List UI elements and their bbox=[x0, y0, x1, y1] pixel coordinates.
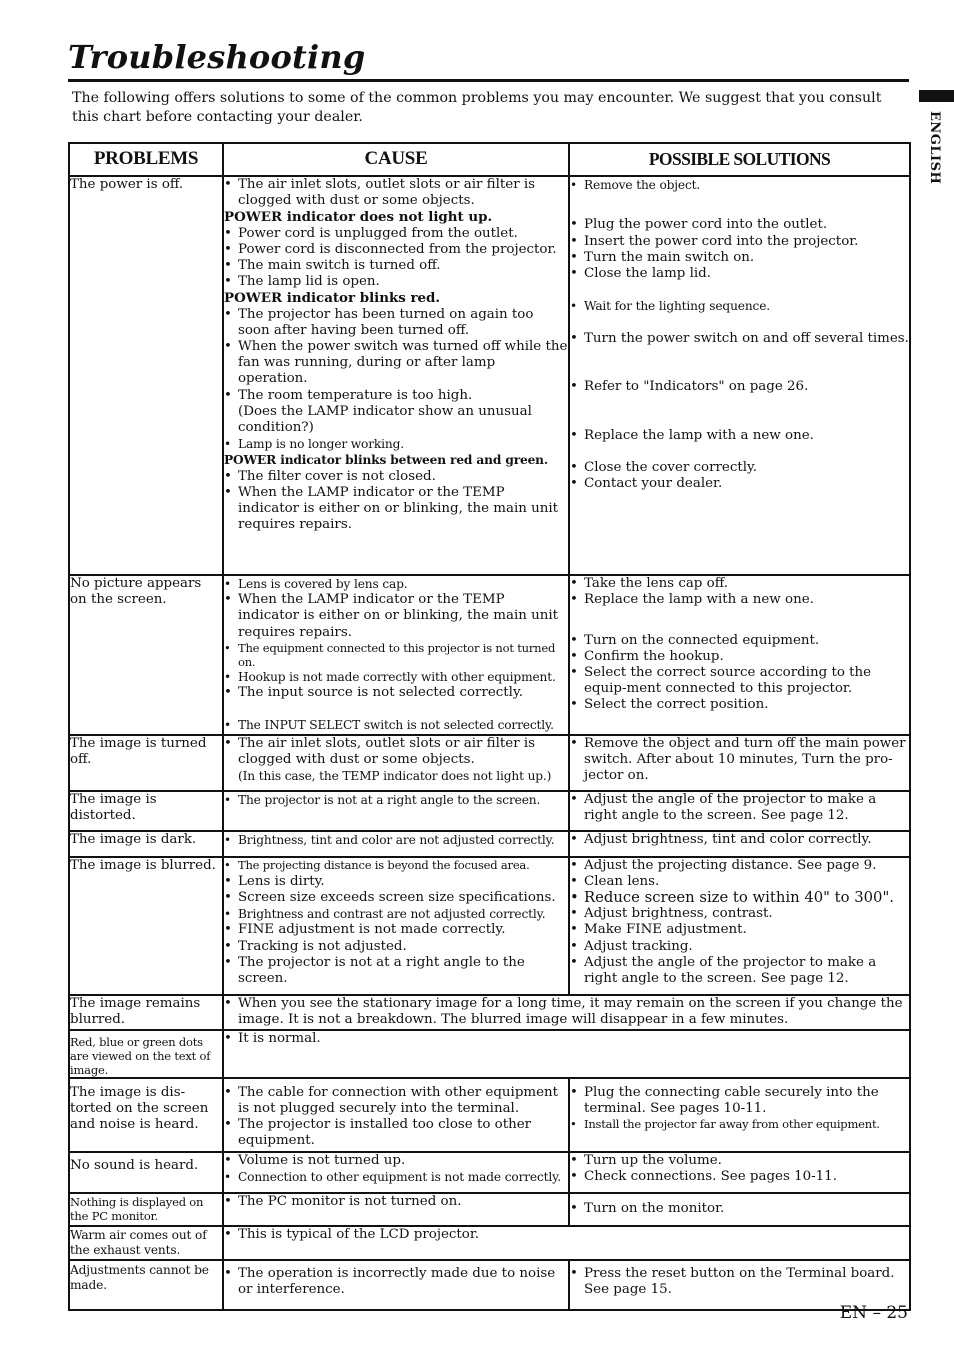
solution-item: • Remove the object and turn off the main power switch. After about 10 minutes, Turn the pro-jector on. bbox=[570, 736, 909, 785]
problem-cell bbox=[69, 1078, 223, 1152]
solution-item: • Select the correct source according to the equip-ment connected to this projector. bbox=[570, 665, 909, 697]
cause-item: • Power cord is unplugged from the outlet. bbox=[224, 226, 568, 242]
solution-item: • Adjust the angle of the projector to make a right angle to the screen. See page 12. bbox=[570, 792, 909, 824]
cause-item: • The air inlet slots, outlet slots or air filter is clogged with dust or some objects. bbox=[224, 736, 568, 768]
table-row bbox=[69, 857, 910, 995]
problem-text: The power is off. bbox=[70, 177, 184, 192]
table-row bbox=[69, 735, 910, 791]
cause-cell bbox=[223, 857, 569, 995]
page-title: Troubleshooting bbox=[68, 38, 366, 76]
cause-item: • Brightness, tint and color are not adjusted correctly. bbox=[224, 832, 568, 848]
solution-cell bbox=[569, 857, 910, 995]
problem-text: No picture appears on the screen. bbox=[70, 576, 202, 608]
cause-item: • When the LAMP indicator or the TEMP indicator is either on or blinking, the main unit requires repairs. bbox=[224, 485, 568, 534]
cause-cell bbox=[223, 1193, 569, 1226]
solution-item: • Clean lens. bbox=[570, 874, 909, 890]
cause-item: • The lamp lid is open. bbox=[224, 274, 568, 290]
solution-item: • Press the reset button on the Terminal board. See page 15. bbox=[570, 1266, 909, 1298]
solution-item: • Turn on the connected equipment. bbox=[570, 633, 909, 649]
solution-item: • Adjust tracking. bbox=[570, 939, 909, 955]
solution-cell bbox=[569, 831, 910, 857]
solution-cell bbox=[569, 1078, 910, 1152]
language-side-label: ENGLISH bbox=[927, 111, 942, 185]
cause-cell bbox=[223, 176, 569, 575]
problem-cell bbox=[69, 995, 223, 1030]
cause-item: • It is normal. bbox=[224, 1031, 909, 1047]
solution-cell bbox=[569, 176, 910, 575]
cause-item: • When you see the stationary image for a long time, it may remain on the screen if you change the image. It is not a breakdown. The blurred image will disappear in a few minutes. bbox=[224, 996, 909, 1028]
solution-item: • Wait for the lighting sequence. bbox=[570, 298, 909, 314]
header-problems: PROBLEMS bbox=[69, 143, 223, 176]
problem-cell bbox=[69, 791, 223, 831]
solution-cell bbox=[569, 791, 910, 831]
header-possible-solutions: POSSIBLE SOLUTIONS bbox=[569, 143, 910, 176]
solution-cell bbox=[569, 735, 910, 791]
table-row bbox=[69, 176, 910, 575]
cause-item: • The projector has been turned on again too soon after having been turned off. bbox=[224, 307, 568, 339]
table-row bbox=[69, 831, 910, 857]
problem-text: The image is blurred. bbox=[70, 857, 216, 873]
cause-item: • Lens is dirty. bbox=[224, 874, 568, 890]
problem-cell bbox=[69, 1030, 223, 1078]
cause-cell-wide bbox=[223, 995, 910, 1030]
problem-cell bbox=[69, 735, 223, 791]
problem-cell bbox=[69, 176, 223, 575]
solution-item: • Replace the lamp with a new one. bbox=[570, 428, 909, 444]
cause-item: • The projector is not at a right angle to the screen. bbox=[224, 955, 568, 987]
solution-item: • Turn the power switch on and off several times. bbox=[570, 331, 909, 347]
problem-cell bbox=[69, 1193, 223, 1226]
solution-item: • Plug the connecting cable securely into the terminal. See pages 10-11. bbox=[570, 1085, 909, 1117]
cause-item: • The operation is incorrectly made due to noise or interference. bbox=[224, 1266, 568, 1298]
cause-note: (In this case, the TEMP indicator does not light up.) bbox=[238, 769, 552, 784]
cause-item: • The projecting distance is beyond the focused area. bbox=[224, 858, 568, 874]
table-row bbox=[69, 1193, 910, 1226]
problem-text: The image remains blurred. bbox=[70, 995, 201, 1027]
problem-cell bbox=[69, 857, 223, 995]
cause-item: • Volume is not turned up. bbox=[224, 1153, 568, 1169]
cause-item: • The input source is not selected correctly. bbox=[224, 685, 568, 701]
solution-item: • Plug the power cord into the outlet. bbox=[570, 217, 909, 233]
problem-text: Adjustments cannot be made. bbox=[70, 1262, 209, 1292]
page-number: EN – 25 bbox=[839, 1303, 908, 1323]
problem-text: The image is turned off. bbox=[70, 735, 207, 767]
problem-cell bbox=[69, 1260, 223, 1310]
solution-item: • Select the correct position. bbox=[570, 697, 909, 713]
solution-item: • Contact your dealer. bbox=[570, 476, 909, 492]
cause-item: • The INPUT SELECT switch is not selected correctly. bbox=[224, 717, 568, 733]
cause-item: • Power cord is disconnected from the projector. bbox=[224, 242, 568, 258]
problem-text: Warm air comes out of the exhaust vents. bbox=[70, 1227, 207, 1257]
cause-item: • Brightness and contrast are not adjusted correctly. bbox=[224, 906, 568, 922]
cause-item: • This is typical of the LCD projector. bbox=[224, 1227, 909, 1243]
solution-item: • Remove the object. bbox=[570, 177, 909, 193]
cause-cell bbox=[223, 735, 569, 791]
cause-cell-wide bbox=[223, 1226, 910, 1260]
cause-heading: POWER indicator blinks red. bbox=[224, 290, 441, 307]
cause-item: • The main switch is turned off. bbox=[224, 258, 568, 274]
cause-item: • The air inlet slots, outlet slots or air filter is clogged with dust or some objects. bbox=[224, 177, 568, 209]
problem-text: Red, blue or green dots are viewed on the text of image. bbox=[70, 1034, 211, 1077]
solution-item: • Turn on the monitor. bbox=[570, 1201, 909, 1217]
cause-item: • The filter cover is not closed. bbox=[224, 469, 568, 485]
cause-item: • Tracking is not adjusted. bbox=[224, 939, 568, 955]
solution-item: • Install the projector far away from other equipment. bbox=[570, 1117, 909, 1133]
intro-text: The following offers solutions to some of the common problems you may encounter. We suggest that you consult this chart before contacting your dealer. bbox=[72, 90, 882, 125]
cause-item: • Hookup is not made correctly with other equipment. bbox=[224, 669, 568, 685]
section-tab-marker bbox=[919, 90, 954, 102]
table-row bbox=[69, 575, 910, 735]
solution-item: • Turn the main switch on. bbox=[570, 250, 909, 266]
solution-item: • Adjust brightness, contrast. bbox=[570, 906, 909, 922]
solution-item: • Close the lamp lid. bbox=[570, 266, 909, 282]
title-rule bbox=[68, 79, 909, 82]
problem-cell bbox=[69, 831, 223, 857]
solution-item: • Reduce screen size to within 40" to 300". bbox=[570, 890, 909, 906]
solution-cell bbox=[569, 1193, 910, 1226]
cause-heading: POWER indicator blinks between red and green. bbox=[224, 453, 548, 468]
solution-item: • Adjust the angle of the projector to make a right angle to the screen. See page 12. bbox=[570, 955, 909, 987]
cause-heading: POWER indicator does not light up. bbox=[224, 209, 493, 226]
problem-text: The image is dark. bbox=[70, 831, 197, 847]
cause-cell-wide bbox=[223, 1030, 910, 1078]
cause-item: • The room temperature is too high. bbox=[224, 388, 568, 404]
solution-item: • Take the lens cap off. bbox=[570, 576, 909, 592]
table-row bbox=[69, 995, 910, 1030]
cause-cell bbox=[223, 575, 569, 735]
solution-item: • Adjust the projecting distance. See page 9. bbox=[570, 858, 909, 874]
cause-item: • The PC monitor is not turned on. bbox=[224, 1194, 568, 1210]
cause-note: (Does the LAMP indicator show an unusual condition?) bbox=[238, 403, 532, 436]
solution-item: • Refer to "Indicators" on page 26. bbox=[570, 379, 909, 395]
solution-item: • Confirm the hookup. bbox=[570, 649, 909, 665]
problem-text: No sound is heard. bbox=[70, 1157, 199, 1173]
header-cause: CAUSE bbox=[223, 143, 569, 176]
solution-item: • Make FINE adjustment. bbox=[570, 922, 909, 938]
solution-item: • Replace the lamp with a new one. bbox=[570, 592, 909, 608]
table-row bbox=[69, 1030, 910, 1078]
problem-cell bbox=[69, 575, 223, 735]
cause-item: • The projector is not at a right angle to the screen. bbox=[224, 792, 568, 808]
solution-item: • Turn up the volume. bbox=[570, 1153, 909, 1169]
cause-item: • The cable for connection with other equipment is not plugged securely into the terminal. bbox=[224, 1085, 568, 1117]
table-row bbox=[69, 1260, 910, 1310]
solution-cell bbox=[569, 575, 910, 735]
solution-cell bbox=[569, 1152, 910, 1193]
cause-item: • Connection to other equipment is not made correctly. bbox=[224, 1169, 568, 1185]
table-row bbox=[69, 1078, 910, 1152]
solution-item: • Adjust brightness, tint and color correctly. bbox=[570, 832, 909, 848]
table-row bbox=[69, 791, 910, 831]
cause-item: • The projector is installed too close to other equipment. bbox=[224, 1117, 568, 1149]
solution-item: • Check connections. See pages 10-11. bbox=[570, 1169, 909, 1185]
cause-cell bbox=[223, 1078, 569, 1152]
problem-cell bbox=[69, 1226, 223, 1260]
table-header-row bbox=[69, 143, 910, 176]
cause-cell bbox=[223, 831, 569, 857]
problem-text: The image is dis-torted on the screen and noise is heard. bbox=[70, 1084, 209, 1133]
cause-item: • FINE adjustment is not made correctly. bbox=[224, 922, 568, 938]
problem-text: The image is distorted. bbox=[70, 791, 157, 823]
problem-cell bbox=[69, 1152, 223, 1193]
cause-item: • The equipment connected to this projector is not turned on. bbox=[224, 641, 568, 669]
problem-text: Nothing is displayed on the PC monitor. bbox=[70, 1194, 204, 1223]
table-row bbox=[69, 1226, 910, 1260]
cause-item: • Lamp is no longer working. bbox=[224, 436, 568, 452]
solution-item: • Close the cover correctly. bbox=[570, 460, 909, 476]
cause-item: • Screen size exceeds screen size specifications. bbox=[224, 890, 568, 906]
cause-cell bbox=[223, 1152, 569, 1193]
table-row bbox=[69, 1152, 910, 1193]
solution-item: • Insert the power cord into the projector. bbox=[570, 234, 909, 250]
cause-item: • Lens is covered by lens cap. bbox=[224, 576, 568, 592]
cause-cell bbox=[223, 1260, 569, 1310]
cause-item: • When the LAMP indicator or the TEMP indicator is either on or blinking, the main unit requires repairs. bbox=[224, 592, 568, 641]
troubleshooting-table bbox=[68, 142, 911, 1311]
cause-item: • When the power switch was turned off while the fan was running, during or after lamp operation. bbox=[224, 339, 568, 388]
cause-cell bbox=[223, 791, 569, 831]
